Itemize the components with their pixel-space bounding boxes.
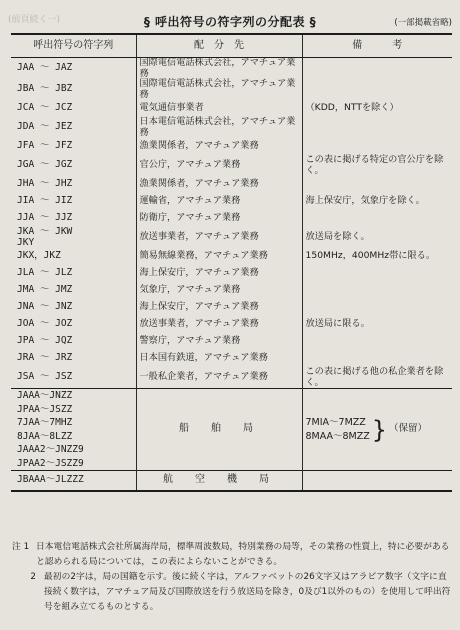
table-row [11, 100, 452, 117]
table-header-row [11, 34, 452, 58]
remarks-cell: この表に掲げる特定の官公庁を除く。 [302, 155, 452, 176]
code-cell: JMA ～ JMZ [17, 284, 73, 296]
reserved-label: （保留） [389, 423, 428, 435]
remarks-cell: （KDD，NTTを除く） [302, 100, 452, 117]
table-row [11, 155, 452, 176]
allocation-cell: 警察庁，アマチュア業務 [136, 333, 302, 350]
code-cell: JIA ～ JIZ [17, 195, 73, 207]
allocation-cell: 国際電信電話株式会社，アマチュア業務 [136, 58, 302, 80]
column-header-code: 呼出符号の符字列 [11, 34, 136, 58]
reserved-code: 8MAA～8MZZ [305, 430, 370, 442]
allocation-cell: 海上保安庁，アマチュア業務 [136, 299, 302, 316]
code-cell: JOA ～ JOZ [17, 318, 73, 330]
aircraft-station-row [11, 471, 452, 492]
allocation-cell: 日本電信電話株式会社，アマチュア業務 [136, 117, 302, 138]
page-title: § 呼出符号の符字列の分配表 § [143, 15, 317, 29]
allocation-cell: 日本国有鉄道，アマチュア業務 [136, 350, 302, 367]
code-cell: JAA ～ JAZ [17, 62, 73, 74]
code-cell: JPA ～ JQZ [17, 335, 73, 347]
remarks-cell [302, 282, 452, 299]
code-cell: JRA ～ JRZ [17, 352, 73, 364]
aircraft-station-label: 航 空 機 局 [136, 471, 302, 492]
table-row [11, 350, 452, 367]
ship-code: 8JAA～8LZZ [17, 430, 73, 442]
reserved-code: 7MIA～7MZZ [305, 416, 366, 428]
code-cell: JKX，JKZ [17, 250, 61, 262]
allocation-cell: 運輸省，アマチュア業務 [136, 193, 302, 210]
table-row [11, 227, 452, 248]
allocation-cell: 海上保安庁，アマチュア業務 [136, 265, 302, 282]
ship-reserved-cell [302, 389, 452, 471]
ship-code: JAAA～JNZZ [17, 390, 73, 401]
remarks-cell [302, 79, 452, 100]
remarks-cell [302, 117, 452, 138]
ship-code: JPAA～JSZZ [17, 403, 73, 415]
table-row [11, 58, 452, 80]
table-row [11, 248, 452, 265]
table-row [11, 265, 452, 282]
footnote-text: 日本電信電話株式会社所属海岸局，標準周波数局，特別業務の局等，その業務の性質上，特に必要があると認められる局については，この表によらないことができる。 [36, 542, 450, 567]
omission-note: (一部掲載省略) [394, 18, 452, 28]
code-cell: JFA ～ JFZ [17, 140, 73, 152]
remarks-cell: 海上保安庁，気象庁を除く。 [302, 193, 452, 210]
column-header-allocation: 配 分 先 [136, 34, 302, 58]
footnote-1 [12, 540, 452, 570]
code-cell: JSA ～ JSZ [17, 371, 73, 383]
code-cell: JCA ～ JCZ [17, 102, 73, 114]
callsign-allocation-table [11, 33, 452, 492]
ship-code: 7JAA～7MHZ [17, 417, 73, 428]
table-row [11, 367, 452, 389]
ship-codes-cell [11, 389, 136, 471]
table-row [11, 282, 452, 299]
remarks-cell: 放送局に限る。 [302, 316, 452, 333]
footnote-text: 最初の2字は，局の国籍を示す。後に続く字は，アルファベットの26文字又はアラビア数字（文字に直接続く数字は，アマチュア局及び国際放送を行う放送局を除き，0及び1以外のもの）を使用して呼出符号を組み立てるものとする。 [44, 572, 451, 612]
ship-station-label: 船 舶 局 [136, 389, 302, 471]
code-cell: JDA ～ JEZ [17, 121, 73, 133]
allocation-cell: 一般私企業者，アマチュア業務 [136, 367, 302, 389]
remarks-cell: 150MHz，400MHz帯に限る。 [302, 248, 452, 265]
table-row [11, 193, 452, 210]
footnote-label: 2 [30, 572, 36, 582]
footnote-2 [12, 570, 452, 615]
remarks-cell [302, 210, 452, 227]
table-row [11, 117, 452, 138]
allocation-cell: 国際電信電話株式会社，アマチュア業務 [136, 79, 302, 100]
table-row [11, 210, 452, 227]
table-row [11, 176, 452, 193]
code-cell: JLA ～ JLZ [17, 267, 73, 279]
footnotes [12, 540, 452, 615]
table-body [11, 58, 452, 492]
footnote-label: 注 1 [12, 542, 30, 552]
remarks-cell: この表に掲げる他の私企業者を除く。 [302, 367, 452, 389]
table-row [11, 299, 452, 316]
table-row [11, 138, 452, 155]
remarks-cell [302, 333, 452, 350]
code-cell: JBA ～ JBZ [17, 83, 73, 95]
allocation-cell: 官公庁，アマチュア業務 [136, 155, 302, 176]
code-cell: JHA ～ JHZ [17, 178, 73, 190]
code-cell: JGA ～ JGZ [17, 159, 73, 171]
table-row [11, 333, 452, 350]
allocation-cell: 気象庁，アマチュア業務 [136, 282, 302, 299]
allocation-cell: 漁業関係者，アマチュア業務 [136, 138, 302, 155]
remarks-cell [302, 265, 452, 282]
allocation-cell: 放送事業者，アマチュア業務 [136, 316, 302, 333]
remarks-cell [302, 299, 452, 316]
allocation-cell: 電気通信事業者 [136, 100, 302, 117]
allocation-cell: 漁業関係者，アマチュア業務 [136, 176, 302, 193]
ship-code: JPAA2～JSZZ9 [17, 457, 84, 469]
remarks-cell [302, 58, 452, 80]
allocation-cell: 防衛庁，アマチュア業務 [136, 210, 302, 227]
aircraft-remarks [302, 471, 452, 492]
remarks-cell [302, 350, 452, 367]
ship-station-row [11, 389, 452, 471]
column-header-remarks: 備 考 [302, 34, 452, 58]
table-row [11, 316, 452, 333]
remarks-cell [302, 176, 452, 193]
code-cell: JJA ～ JJZ [17, 212, 73, 224]
allocation-cell: 簡易無線業務，アマチュア業務 [136, 248, 302, 265]
remarks-cell [302, 138, 452, 155]
table-row [11, 79, 452, 100]
remarks-cell: 放送局を除く。 [302, 227, 452, 248]
ship-code: JAAA2～JNZZ9 [17, 444, 84, 455]
bleed-through-text: (前頁続く一) [8, 15, 61, 25]
allocation-cell: 放送事業者，アマチュア業務 [136, 227, 302, 248]
aircraft-code: JBAAA～JLZZZ [11, 471, 136, 492]
brace-symbol: } [371, 415, 388, 444]
code-cell: JKA ～ JKW JKY [17, 226, 73, 248]
code-cell: JNA ～ JNZ [17, 301, 73, 313]
